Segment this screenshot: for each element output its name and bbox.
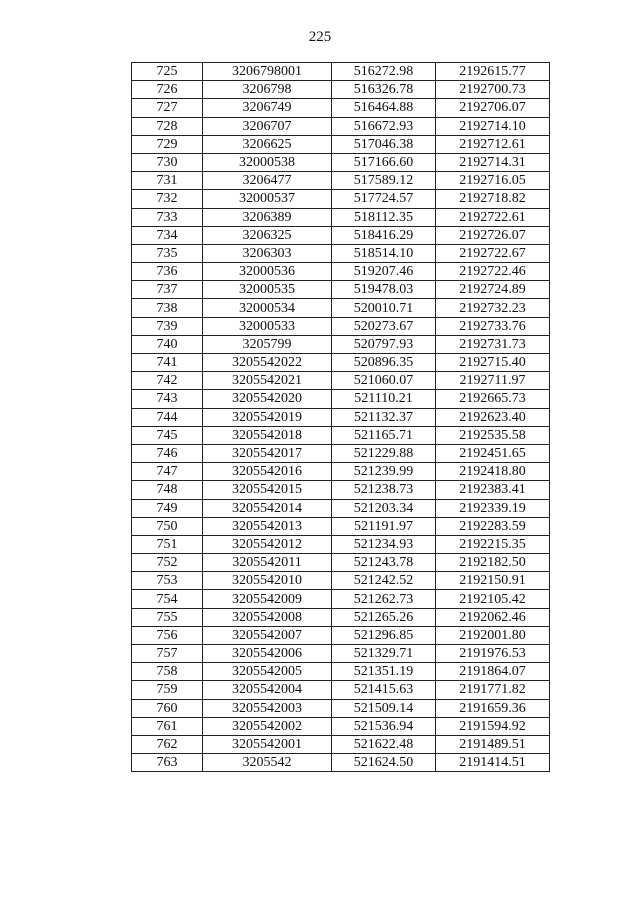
x-coordinate-cell: 517724.57: [332, 190, 436, 208]
x-coordinate-cell: 517046.38: [332, 135, 436, 153]
y-coordinate-cell: 2192665.73: [436, 390, 550, 408]
x-coordinate-cell: 520797.93: [332, 335, 436, 353]
point-id-cell: 3205542001: [203, 735, 332, 753]
point-id-cell: 3206798001: [203, 63, 332, 81]
table-row: [132, 517, 550, 535]
y-coordinate-cell: 2192706.07: [436, 99, 550, 117]
table-row: [132, 626, 550, 644]
x-coordinate-cell: 521234.93: [332, 535, 436, 553]
x-coordinate-cell: 521238.73: [332, 481, 436, 499]
point-id-cell: 3205542018: [203, 426, 332, 444]
x-coordinate-cell: 521242.52: [332, 572, 436, 590]
table-row: [132, 354, 550, 372]
table-row: [132, 208, 550, 226]
table-row: [132, 117, 550, 135]
row-number-cell: 754: [132, 590, 203, 608]
point-id-cell: 3205542019: [203, 408, 332, 426]
y-coordinate-cell: 2192724.89: [436, 281, 550, 299]
row-number-cell: 746: [132, 444, 203, 462]
table-row: [132, 172, 550, 190]
row-number-cell: 731: [132, 172, 203, 190]
point-id-cell: 3206389: [203, 208, 332, 226]
row-number-cell: 752: [132, 554, 203, 572]
table-row: [132, 481, 550, 499]
row-number-cell: 751: [132, 535, 203, 553]
point-id-cell: 3206477: [203, 172, 332, 190]
table-row: [132, 681, 550, 699]
table-row: [132, 572, 550, 590]
point-id-cell: 3206798: [203, 81, 332, 99]
point-id-cell: 3205542008: [203, 608, 332, 626]
table-row: [132, 426, 550, 444]
row-number-cell: 759: [132, 681, 203, 699]
table-row: [132, 226, 550, 244]
point-id-cell: 32000537: [203, 190, 332, 208]
y-coordinate-cell: 2192182.50: [436, 554, 550, 572]
y-coordinate-cell: 2191976.53: [436, 645, 550, 663]
point-id-cell: 3205542014: [203, 499, 332, 517]
point-id-cell: 3205542021: [203, 372, 332, 390]
row-number-cell: 744: [132, 408, 203, 426]
table-row: [132, 717, 550, 735]
table-body: [132, 63, 550, 772]
page-number: 225: [308, 29, 332, 45]
y-coordinate-cell: 2192383.41: [436, 481, 550, 499]
row-number-cell: 753: [132, 572, 203, 590]
x-coordinate-cell: 518416.29: [332, 226, 436, 244]
row-number-cell: 737: [132, 281, 203, 299]
y-coordinate-cell: 2192062.46: [436, 608, 550, 626]
table-row: [132, 699, 550, 717]
table-row: [132, 153, 550, 171]
table-row: [132, 263, 550, 281]
y-coordinate-cell: 2192283.59: [436, 517, 550, 535]
y-coordinate-cell: 2192733.76: [436, 317, 550, 335]
point-id-cell: 3206749: [203, 99, 332, 117]
table-row: [132, 190, 550, 208]
row-number-cell: 749: [132, 499, 203, 517]
point-id-cell: 3206625: [203, 135, 332, 153]
table-row: [132, 244, 550, 262]
point-id-cell: 3205542016: [203, 463, 332, 481]
row-number-cell: 742: [132, 372, 203, 390]
y-coordinate-cell: 2192715.40: [436, 354, 550, 372]
x-coordinate-cell: 518514.10: [332, 244, 436, 262]
x-coordinate-cell: 520010.71: [332, 299, 436, 317]
point-id-cell: 3206325: [203, 226, 332, 244]
point-id-cell: 3205542009: [203, 590, 332, 608]
y-coordinate-cell: 2191489.51: [436, 735, 550, 753]
point-id-cell: 3205542007: [203, 626, 332, 644]
x-coordinate-cell: 516672.93: [332, 117, 436, 135]
y-coordinate-cell: 2192535.58: [436, 426, 550, 444]
x-coordinate-cell: 519478.03: [332, 281, 436, 299]
y-coordinate-cell: 2191594.92: [436, 717, 550, 735]
row-number-cell: 729: [132, 135, 203, 153]
y-coordinate-cell: 2191864.07: [436, 663, 550, 681]
point-id-cell: 3205542022: [203, 354, 332, 372]
x-coordinate-cell: 516326.78: [332, 81, 436, 99]
x-coordinate-cell: 521536.94: [332, 717, 436, 735]
row-number-cell: 756: [132, 626, 203, 644]
row-number-cell: 745: [132, 426, 203, 444]
row-number-cell: 755: [132, 608, 203, 626]
table-row: [132, 645, 550, 663]
point-id-cell: 32000534: [203, 299, 332, 317]
row-number-cell: 762: [132, 735, 203, 753]
row-number-cell: 740: [132, 335, 203, 353]
table-row: [132, 335, 550, 353]
point-id-cell: 32000538: [203, 153, 332, 171]
point-id-cell: 32000536: [203, 263, 332, 281]
point-id-cell: 3205799: [203, 335, 332, 353]
table-row: [132, 590, 550, 608]
y-coordinate-cell: 2192732.23: [436, 299, 550, 317]
y-coordinate-cell: 2192726.07: [436, 226, 550, 244]
x-coordinate-cell: 521110.21: [332, 390, 436, 408]
x-coordinate-cell: 521191.97: [332, 517, 436, 535]
y-coordinate-cell: 2192150.91: [436, 572, 550, 590]
y-coordinate-cell: 2192001.80: [436, 626, 550, 644]
y-coordinate-cell: 2191659.36: [436, 699, 550, 717]
row-number-cell: 738: [132, 299, 203, 317]
row-number-cell: 725: [132, 63, 203, 81]
point-id-cell: 3206707: [203, 117, 332, 135]
row-number-cell: 726: [132, 81, 203, 99]
table-row: [132, 499, 550, 517]
row-number-cell: 739: [132, 317, 203, 335]
x-coordinate-cell: 521351.19: [332, 663, 436, 681]
table-row: [132, 63, 550, 81]
table-row: [132, 317, 550, 335]
point-id-cell: 3205542017: [203, 444, 332, 462]
y-coordinate-cell: 2192615.77: [436, 63, 550, 81]
point-id-cell: 3205542010: [203, 572, 332, 590]
point-id-cell: 32000533: [203, 317, 332, 335]
row-number-cell: 748: [132, 481, 203, 499]
x-coordinate-cell: 521622.48: [332, 735, 436, 753]
x-coordinate-cell: 521624.50: [332, 754, 436, 772]
x-coordinate-cell: 521415.63: [332, 681, 436, 699]
y-coordinate-cell: 2192731.73: [436, 335, 550, 353]
point-id-cell: 3205542003: [203, 699, 332, 717]
x-coordinate-cell: 521262.73: [332, 590, 436, 608]
row-number-cell: 727: [132, 99, 203, 117]
point-id-cell: 3205542015: [203, 481, 332, 499]
point-id-cell: 3205542006: [203, 645, 332, 663]
table-row: [132, 444, 550, 462]
point-id-cell: 3206303: [203, 244, 332, 262]
y-coordinate-cell: 2192714.31: [436, 153, 550, 171]
x-coordinate-cell: 517166.60: [332, 153, 436, 171]
x-coordinate-cell: 521132.37: [332, 408, 436, 426]
table-row: [132, 663, 550, 681]
table-row: [132, 390, 550, 408]
x-coordinate-cell: 521239.99: [332, 463, 436, 481]
row-number-cell: 750: [132, 517, 203, 535]
row-number-cell: 736: [132, 263, 203, 281]
row-number-cell: 761: [132, 717, 203, 735]
table-row: [132, 408, 550, 426]
row-number-cell: 758: [132, 663, 203, 681]
x-coordinate-cell: 521265.26: [332, 608, 436, 626]
x-coordinate-cell: 521165.71: [332, 426, 436, 444]
point-id-cell: 3205542005: [203, 663, 332, 681]
x-coordinate-cell: 521060.07: [332, 372, 436, 390]
table-row: [132, 299, 550, 317]
x-coordinate-cell: 518112.35: [332, 208, 436, 226]
y-coordinate-cell: 2192451.65: [436, 444, 550, 462]
y-coordinate-cell: 2192722.67: [436, 244, 550, 262]
row-number-cell: 760: [132, 699, 203, 717]
y-coordinate-cell: 2192339.19: [436, 499, 550, 517]
y-coordinate-cell: 2192718.82: [436, 190, 550, 208]
point-id-cell: 32000535: [203, 281, 332, 299]
point-id-cell: 3205542002: [203, 717, 332, 735]
x-coordinate-cell: 521296.85: [332, 626, 436, 644]
table-row: [132, 99, 550, 117]
point-id-cell: 3205542020: [203, 390, 332, 408]
row-number-cell: 734: [132, 226, 203, 244]
point-id-cell: 3205542013: [203, 517, 332, 535]
point-id-cell: 3205542012: [203, 535, 332, 553]
row-number-cell: 730: [132, 153, 203, 171]
y-coordinate-cell: 2192105.42: [436, 590, 550, 608]
y-coordinate-cell: 2192714.10: [436, 117, 550, 135]
y-coordinate-cell: 2191771.82: [436, 681, 550, 699]
y-coordinate-cell: 2192418.80: [436, 463, 550, 481]
coordinates-table: [131, 62, 550, 772]
point-id-cell: 3205542011: [203, 554, 332, 572]
row-number-cell: 735: [132, 244, 203, 262]
table-row: [132, 535, 550, 553]
y-coordinate-cell: 2192711.97: [436, 372, 550, 390]
x-coordinate-cell: 516464.88: [332, 99, 436, 117]
y-coordinate-cell: 2192722.46: [436, 263, 550, 281]
point-id-cell: 3205542: [203, 754, 332, 772]
y-coordinate-cell: 2191414.51: [436, 754, 550, 772]
table-row: [132, 608, 550, 626]
y-coordinate-cell: 2192700.73: [436, 81, 550, 99]
x-coordinate-cell: 517589.12: [332, 172, 436, 190]
table-row: [132, 372, 550, 390]
row-number-cell: 728: [132, 117, 203, 135]
x-coordinate-cell: 521243.78: [332, 554, 436, 572]
y-coordinate-cell: 2192215.35: [436, 535, 550, 553]
x-coordinate-cell: 516272.98: [332, 63, 436, 81]
table-row: [132, 735, 550, 753]
x-coordinate-cell: 520273.67: [332, 317, 436, 335]
row-number-cell: 741: [132, 354, 203, 372]
x-coordinate-cell: 521229.88: [332, 444, 436, 462]
x-coordinate-cell: 519207.46: [332, 263, 436, 281]
x-coordinate-cell: 520896.35: [332, 354, 436, 372]
table-row: [132, 281, 550, 299]
row-number-cell: 747: [132, 463, 203, 481]
x-coordinate-cell: 521203.34: [332, 499, 436, 517]
row-number-cell: 743: [132, 390, 203, 408]
y-coordinate-cell: 2192716.05: [436, 172, 550, 190]
table-row: [132, 135, 550, 153]
table-row: [132, 81, 550, 99]
y-coordinate-cell: 2192712.61: [436, 135, 550, 153]
x-coordinate-cell: 521509.14: [332, 699, 436, 717]
point-id-cell: 3205542004: [203, 681, 332, 699]
row-number-cell: 757: [132, 645, 203, 663]
row-number-cell: 732: [132, 190, 203, 208]
table-row: [132, 754, 550, 772]
y-coordinate-cell: 2192722.61: [436, 208, 550, 226]
x-coordinate-cell: 521329.71: [332, 645, 436, 663]
row-number-cell: 763: [132, 754, 203, 772]
table-row: [132, 463, 550, 481]
table-row: [132, 554, 550, 572]
y-coordinate-cell: 2192623.40: [436, 408, 550, 426]
row-number-cell: 733: [132, 208, 203, 226]
